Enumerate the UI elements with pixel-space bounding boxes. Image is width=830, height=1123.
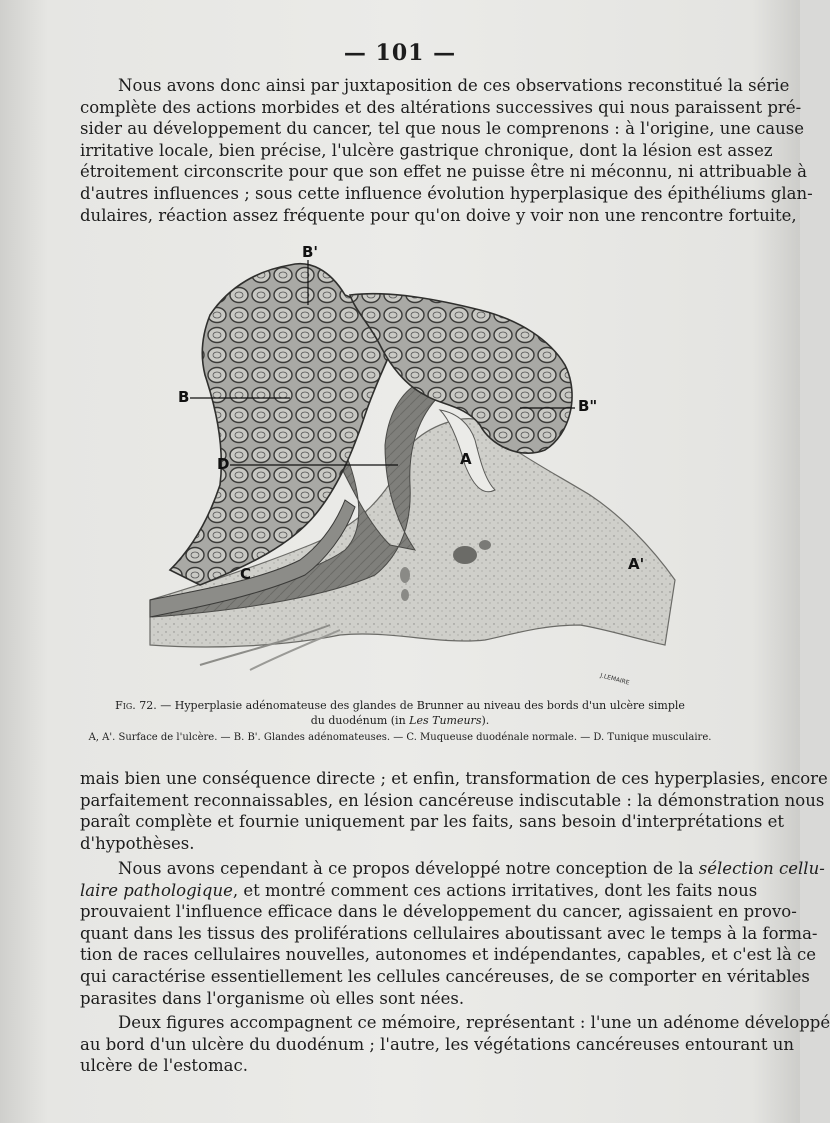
caption-legend: A, A'. Surface de l'ulcère. — B. B'. Glandes adénomateuses. — C. Muqueuse duodénale normale. — D. Tunique musculaire. — [88, 732, 712, 743]
paragraph-figures — [80, 1012, 830, 1077]
paragraph-top — [80, 75, 813, 226]
text-line: complète des actions morbides et des altérations successives qui nous paraissent pré- — [80, 97, 802, 117]
text-line: parasites dans l'organisme où elles sont nées. — [80, 988, 465, 1008]
label-b: B — [178, 388, 190, 406]
paragraph-continuation — [80, 768, 828, 854]
text-line: Deux figures accompagnent ce mémoire, représentant : l'une un adénome développé — [118, 1013, 830, 1032]
text-line: paraît complète et fournie uniquement par les faits, sans besoin d'interprétations et — [80, 812, 785, 832]
text-line: irritative locale, bien précise, l'ulcère gastrique chronique, dont la lésion est assez — [80, 140, 773, 160]
label-b-prime: B' — [302, 243, 319, 261]
caption-source-post: ). — [481, 714, 490, 727]
italic-term: sélection cellu- — [698, 859, 825, 878]
text-line: ulcère de l'estomac. — [80, 1056, 248, 1076]
paragraph-selection — [80, 858, 825, 1009]
text-line: étroitement circonscrite pour que son effet ne puisse être ni méconnu, ni attribuable à — [80, 162, 807, 182]
text-line: qui caractérise essentiellement les cellules cancéreuses, de se comporter en véritables — [80, 966, 810, 986]
text-line: dulaires, réaction assez fréquente pour qu'on doive y voir non une rencontre fortuite, — [80, 205, 797, 225]
text-line: d'hypothèses. — [80, 833, 195, 853]
text-line: au bord d'un ulcère du duodénum ; l'autre, les végétations cancéreuses entourant un — [80, 1034, 794, 1054]
caption-line-1 — [60, 698, 740, 713]
text-span: , et montré comment ces actions irritatives, dont les faits nous — [232, 880, 758, 900]
figure-caption — [60, 698, 740, 745]
text-line: Nous avons donc ainsi par juxtaposition de ces observations reconstitué la série — [118, 76, 790, 95]
text-line: prouvaient l'influence efficace dans le développement du cancer, agissaient en provo- — [80, 902, 797, 922]
text-line: mais bien une conséquence directe ; et enfin, transformation de ces hyperplasies, encore — [80, 769, 828, 788]
caption-source-title: Les Tumeurs — [409, 714, 482, 727]
text-line: tion de races cellulaires nouvelles, autonomes et indépendantes, capables, et c'est là ce — [80, 945, 817, 965]
label-a: A — [460, 450, 472, 468]
text-line: parfaitement reconnaissables, en lésion cancéreuse indiscutable : la démonstration nous — [80, 790, 825, 810]
text-line: d'autres influences ; sous cette influence évolution hyperplasique des épithéliums glan- — [80, 183, 813, 203]
histology-figure — [140, 245, 700, 690]
caption-line-2 — [60, 713, 740, 728]
text-line — [80, 858, 825, 880]
page-number: — 101 — — [343, 40, 457, 66]
label-d: D — [217, 455, 230, 473]
text-line — [80, 880, 758, 902]
text-line: sider au développement du cancer, tel que nous le comprenons : à l'origine, une cause — [80, 119, 805, 139]
text-line: quant dans les tissus des proliférations cellulaires aboutissant avec le temps à la forma- — [80, 923, 818, 943]
label-c: C — [240, 565, 252, 583]
italic-term: laire pathologique — [80, 880, 233, 900]
figure-number: Fig. 72. — [115, 699, 157, 712]
caption-title: — Hyperplasie adénomateuse des glandes de Brunner au niveau des bords d'un ulcère simple — [160, 699, 685, 712]
label-a-prime: A' — [628, 555, 645, 573]
label-b-double-prime: B" — [578, 397, 598, 415]
caption-source-pre: du duodénum (in — [310, 714, 410, 727]
text-span: Nous avons cependant à ce propos développé notre conception de la — [118, 859, 699, 878]
engraver-signature: J.LEMAIRE — [599, 672, 631, 687]
